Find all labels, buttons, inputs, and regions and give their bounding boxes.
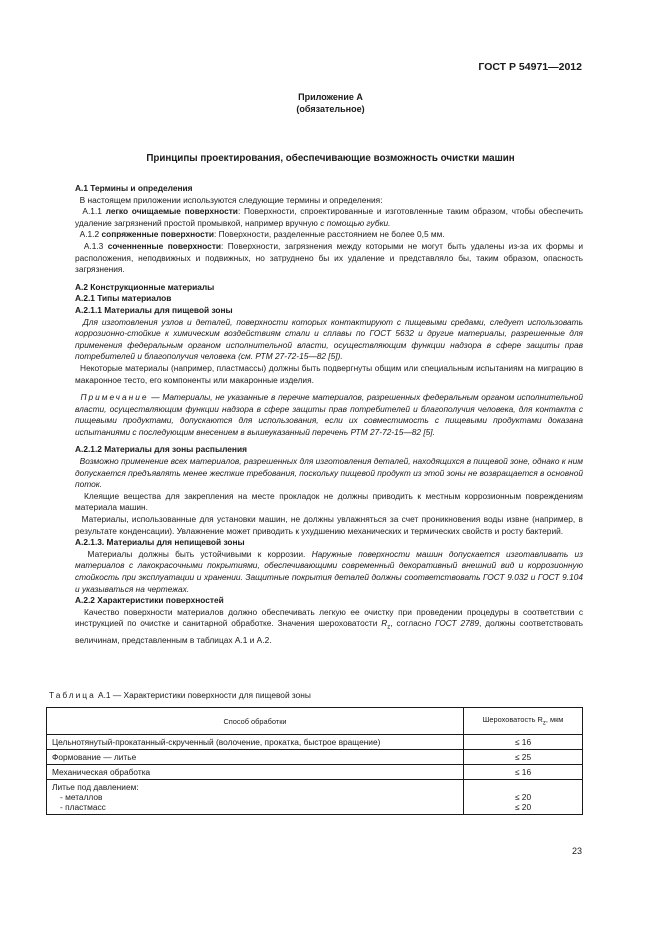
appendix-subtitle: (обязательное) (296, 104, 365, 114)
paragraph: Возможно применение всех материалов, разрешенных для изготовления деталей, находящихся в пищевой зоне, однако к ним допускается предъявлять менее жесткие требования, поскольку пищевой продукт из этой зоны не возвращается в основной поток. (75, 456, 583, 490)
paragraph: Некоторые материалы (например, пластмассы) должны быть подвергнуты общим или специальным испытаниям на миграцию в макаронное тесто, его компоненты или макаронные изделия. (75, 362, 583, 385)
term-a112: А.1.2 сопряженные поверхности: Поверхности, разделенные расстоянием не более 0,5 мм. (79, 229, 445, 240)
section-a22-heading: А.2.2 Характеристики поверхностей (75, 595, 224, 606)
table-cell-method: Формование — литье (47, 750, 464, 765)
term-a113: А.1.3 соченненные поверхности: Поверхности, загрязнения между которыми не могут быть удалены из-за их формы и расположения, неподвижных и подвижных, но затруднено бы их удаление и представляло бы, таким образом, опасность загрязнения. (75, 240, 583, 275)
column-header-method: Способ обработки (47, 708, 464, 735)
body-text (75, 183, 583, 646)
appendix-title: Приложение А (298, 92, 363, 102)
page-number: 23 (571, 846, 582, 856)
paragraph: Для изготовления узлов и деталей, поверхности которых контактируют с пищевыми средами, следует использовать коррозионно-стойкие к химическим воздействиям стали и сплавы по ГОСТ 5632 и другие материалы, разрешенные для применения федеральным органом исполнительной власти, осуществляющим функции надзора в сфере защиты прав потребителей и благополучия человека (см. РТМ 27-72-15—82 [5]). (75, 316, 583, 362)
roughness-table (46, 707, 583, 815)
paragraph: Клеящие вещества для закрепления на месте прокладок не должны приводить к местным коррозионным повреждениям материала машин. (75, 490, 583, 513)
table-row (47, 735, 583, 750)
table-cell-value: ≤ 16 (464, 765, 583, 780)
section-a21-heading: А.2.1 Типы материалов (75, 293, 172, 304)
paragraph: Материалы должны быть устойчивыми к коррозии. Наружные поверхности машин допускается изготавливать из материалов с лакокрасочными покрытиями, обеспечивающими современный декоративный внешний вид и коррозионную стойкость при эксплуатации и хранении. Защитные покрытия деталей должны соответствовать ГОСТ 9.032 и ГОСТ 9.104 и указываться на чертежах. (75, 548, 583, 594)
table-cell-method: Механическая обработка (47, 765, 464, 780)
table-cell-method: Литье под давлением: - металлов - пластмасс (47, 780, 464, 815)
document-code: ГОСТ Р 54971—2012 (478, 61, 582, 73)
section-a211-heading: А.2.1.1 Материалы для пищевой зоны (75, 304, 233, 315)
table-row (47, 780, 583, 815)
column-header-roughness: Шероховатость $R_z$, мкм (464, 708, 583, 735)
table-caption: Таблица А.1 — Характеристики поверхности для пищевой зоны (49, 690, 311, 700)
main-title: Принципы проектирования, обеспечивающие возможность очистки машин (146, 153, 515, 164)
paragraph: Материалы, использованные для установки машин, не должны увлажняться за счет проникновения воды извне (например, в результате конденсации). Увлажнение может приводить к ухудшению механических и термических свойств и росту бактерий. (75, 514, 583, 536)
term-a111: А.1.1 легко очищаемые поверхности: Поверхности, спроектированные и изготовленные таким образом, чтобы обеспечить удаление загрязнений простой промывкой, например вручную с помощью губки. (75, 206, 583, 228)
table-row (47, 750, 583, 765)
paragraph: Качество поверхности материалов должно обеспечивать легкую ее очистку при проведении процедуры в соответствии с инструкцией по очистке и санитарной обработке. Значения шероховатости $R_z$, согласно ГОСТ 2789, должны соответствовать величинам, представленным в таблицах А.1 и А.2. (75, 606, 584, 645)
table-header-row (47, 708, 583, 735)
note: Примечание — Материалы, не указанные в перечне материалов, разрешенных федеральным органом исполнительной власти, осуществляющим функции надзора в сфере защиты прав потребителей и благополучия человека, для контакта с пищевыми продуктами, допускаются для использования, если их совместимость с пищевыми продуктами доказана испытаниями с последующим внесением в вышеуказанный перечень РТМ 27-72-15—82 [5]. (75, 392, 583, 437)
paragraph: В настоящем приложении используются следующие термины и определения: (79, 194, 383, 205)
section-a1-heading: А.1 Термины и определения (75, 183, 193, 193)
table-row (47, 765, 583, 780)
table-cell-method: Цельнотянутый-прокатанный-скрученный (волочение, прокатка, быстрое вращение) (47, 735, 464, 750)
table-cell-value: ≤ 25 (464, 750, 583, 765)
section-a213-heading: А.2.1.3. Материалы для непищевой зоны (75, 537, 245, 548)
table-cell-value: ≤ 20 ≤ 20 (464, 780, 583, 815)
section-a2-heading: А.2 Конструкционные материалы (75, 281, 215, 292)
section-a212-heading: А.2.1.2 Материалы для зоны распыления (75, 444, 247, 455)
table-cell-value: ≤ 16 (464, 735, 583, 750)
